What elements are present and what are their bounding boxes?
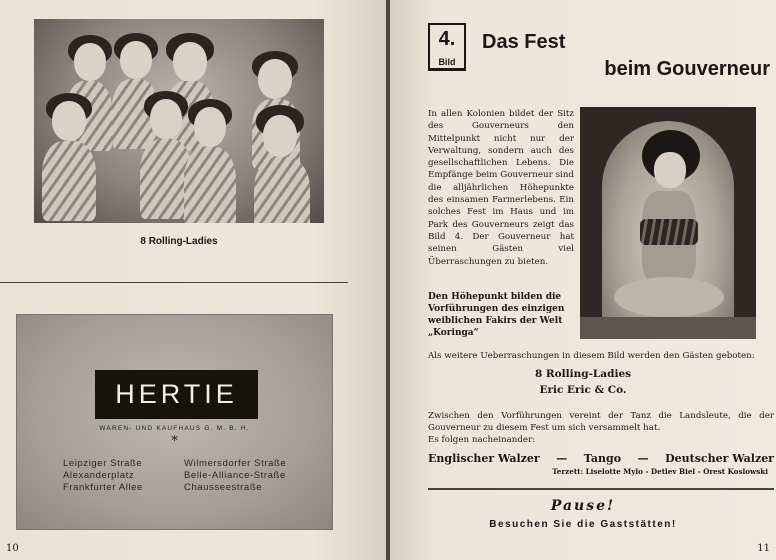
rolling-ladies-photo (34, 19, 324, 223)
scene-number-box (428, 23, 466, 71)
dance-program (428, 452, 774, 465)
interlude-line: Zwischen den Vorführungen vereint der Tanz die Landsleute, die der (428, 411, 774, 421)
interlude-line: Gouverneur zu diesem Fest um sich versammelt hat. (428, 423, 661, 434)
scene-number: 4. (438, 28, 456, 50)
act-eric-eric: Eric Eric & Co. (539, 384, 627, 396)
photo-caption: 8 Rolling-Ladies (140, 236, 218, 247)
act-rolling-ladies: 8 Rolling-Ladies (534, 368, 632, 380)
koringa-photo (580, 107, 756, 339)
page-number-left: 10 (6, 543, 19, 554)
addresses-right (184, 458, 286, 494)
address: Belle-Alliance-Straße (184, 470, 286, 481)
dance-separator: — (556, 452, 568, 465)
pause-heading: Pause! (550, 498, 616, 514)
right-page (390, 0, 776, 560)
address: Leipziger Straße (63, 458, 143, 469)
following-label: Es folgen nacheinander: (428, 435, 536, 446)
scene-label: Bild (438, 57, 456, 67)
address: Chausseestraße (184, 482, 263, 493)
address: Alexanderplatz (63, 470, 135, 481)
divider (428, 488, 774, 490)
address: Frankfurter Allee (63, 482, 143, 493)
dance-item: Englischer Walzer (428, 452, 540, 465)
addresses-left (63, 458, 143, 494)
terzett-credits: Terzett: Liselotte Mylo - Detlev Biel - Orest Koslowski (552, 467, 768, 476)
hertie-advertisement (16, 314, 333, 530)
page-title-line2: beim Gouverneur (604, 58, 770, 80)
koringa-highlight: Den Höhepunkt bilden die Vorführungen des einzigen weiblichen Fakirs der Welt „Koringa“ (428, 292, 565, 338)
left-page (0, 0, 386, 560)
star-ornament: * (171, 434, 178, 449)
dance-item: Deutscher Walzer (665, 452, 774, 465)
hertie-subtitle: WAREN- UND KAUFHAUS G. M. B. H. (99, 425, 250, 432)
dance-item: Tango (583, 452, 622, 465)
surprises-intro: Als weitere Ueberraschungen in diesem Bild werden den Gästen geboten: (428, 351, 755, 361)
interlude-text (428, 410, 774, 447)
visit-notice: Besuchen Sie die Gaststätten! (489, 519, 677, 530)
address: Wilmersdorfer Straße (184, 458, 287, 469)
scene-description: In allen Kolonien bildet der Sitz des Gouverneurs den Mittelpunkt nicht nur der Verwaltung, sondern auch des gesellschaftlichen Lebens. Die Empfänge beim Gouverneur sind die alljährlichen Höhepunkte des einsamen Farmerlebens. Ein solches Fest im Haus und im Park des Gouverneurs zeigt das Bild 4. Der Gouverneur hat seinen Gästen viel Überraschungen zu bieten. (428, 109, 574, 267)
page-number-right: 11 (757, 543, 770, 554)
dance-separator: — (637, 452, 649, 465)
page-title-line1: Das Fest (482, 31, 566, 53)
divider (0, 282, 348, 283)
hertie-logo: HERTIE (95, 370, 258, 419)
